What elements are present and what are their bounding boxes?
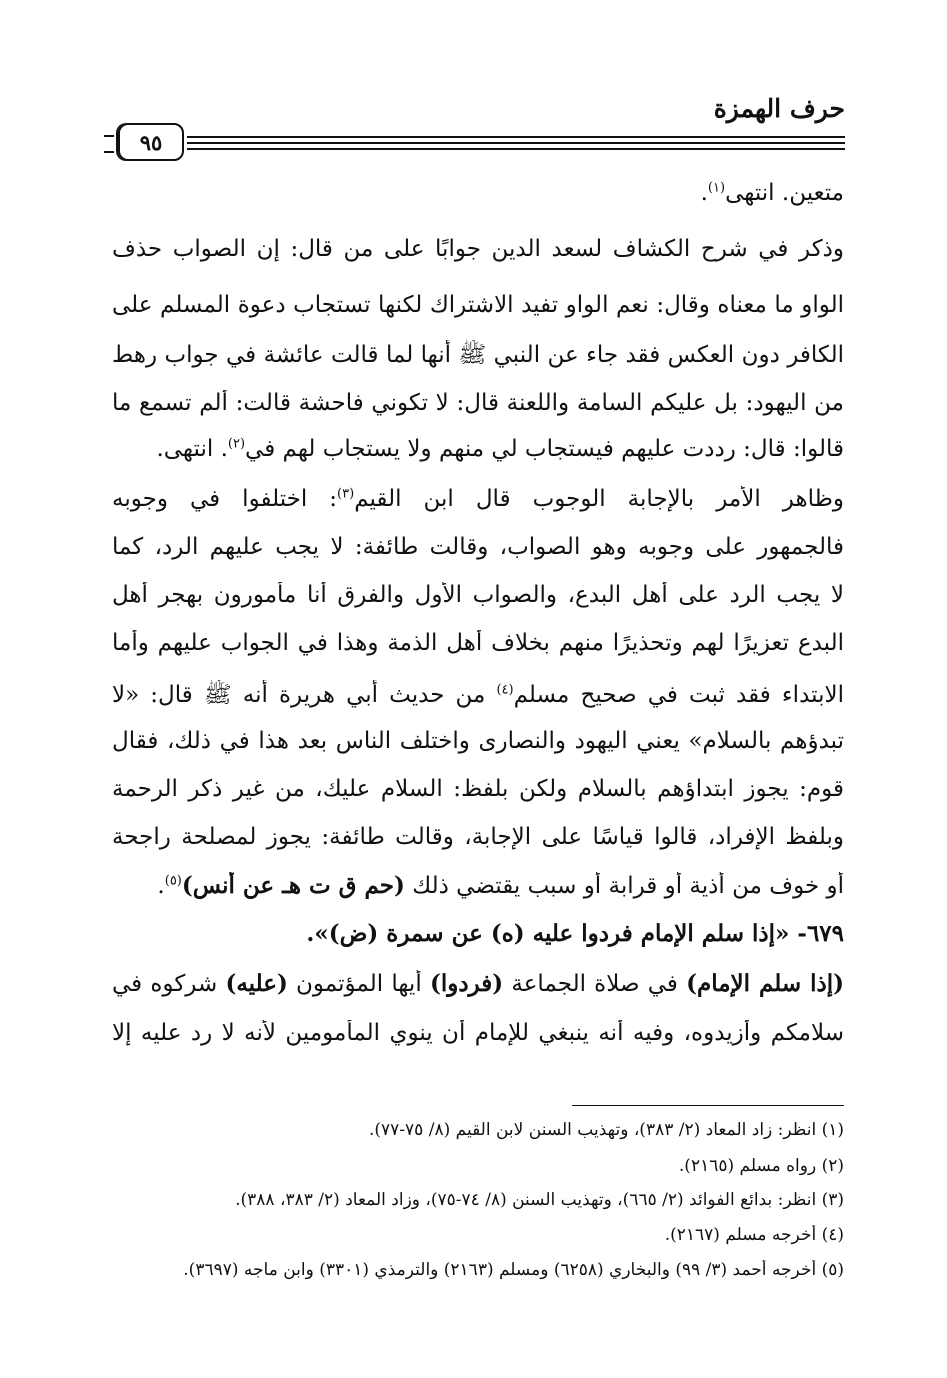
body-line-1: متعين. انتهى$^{(١)}$.	[700, 180, 844, 206]
footnote-3: (٣) انظر: بدائع الفوائد (٢/ ٦٦٥)، وتهذيب السنن (٨/ ٧٤-٧٥)، وزاد المعاد (٢/ ٣٨٣، ٣٨٨).	[235, 1190, 844, 1210]
rule-end-mark	[104, 135, 114, 153]
footnote-4: (٤) أخرجه مسلم (٢١٦٧).	[664, 1225, 844, 1245]
body-line-5: من اليهود: بل عليكم السامة واللعنة قال: لا تكوني فاحشة قالت: ألم تسمع ما	[112, 390, 844, 416]
body-line-8: فالجمهور على وجوبه وهو الصواب، وقالت طائفة: لا يجب عليهم الرد، كما	[112, 534, 844, 560]
page-number-box	[118, 123, 184, 161]
body-line-7: وظاهر الأمر بالإجابة الوجوب قال ابن القيم$^{(٣)}$: اختلفوا في وجوبه	[112, 486, 844, 512]
body-line-10: البدع تعزيرًا لهم وتحذيرًا منهم بخلاف أهل الذمة وهذا في الجواب عليهم وأما	[112, 630, 844, 656]
body-line-4: الكافر دون العكس فقد جاء عن النبي ﷺ أنها لما قالت عائشة في جواب رهط	[112, 342, 844, 368]
body-line-15: أو خوف من أذية أو قرابة أو سبب يقتضي ذلك (حم ق ت هـ عن أنس)$^{(٥)}$.	[157, 872, 844, 899]
body-line-11: الابتداء فقد ثبت في صحيح مسلم$^{(٤)}$ من حديث أبي هريرة أنه ﷺ قال: «لا	[112, 682, 844, 708]
chapter-title: حرف الهمزة	[713, 94, 845, 123]
body-line-2: وذكر في شرح الكشاف لسعد الدين جوابًا على من قال: إن الصواب حذف	[112, 236, 844, 262]
footnote-5: (٥) أخرجه أحمد (٣/ ٩٩) والبخاري (٦٢٥٨) ومسلم (٢١٦٣) والترمذي (٣٣٠١) وابن ماجه (٣٦٩٧).	[183, 1260, 844, 1280]
body-line-6: قالوا: قال: رددت عليهم فيستجاب لي منهم ولا يستجاب لهم في$^{(٢)}$. انتهى.	[156, 436, 844, 462]
body-line-9: لا يجب الرد على أهل البدع، والصواب الأول والفرق أنا مأمورون بهجر أهل	[112, 582, 844, 608]
body-line-18: سلامكم وأزيدوه، وفيه أنه ينبغي للإمام أن ينوي المأمومين لأنه لا رد عليه إلا	[112, 1020, 844, 1046]
body-line-13: قوم: يجوز ابتداؤهم بالسلام ولكن بلفظ: السلام عليك، من غير ذكر الرحمة	[112, 776, 844, 802]
footnote-2: (٢) رواه مسلم (٢١٦٥).	[678, 1156, 844, 1176]
body-line-12: تبدؤهم بالسلام» يعني اليهود والنصارى واختلف الناس بعد هذا في ذلك، فقال	[112, 728, 844, 754]
body-line-14: وبلفظ الإفراد، قالوا قياسًا على الإجابة، وقالت طائفة: يجوز لمصلحة راجحة	[112, 824, 844, 850]
body-line-17: (إذا سلم الإمام) في صلاة الجماعة (فردوا) أيها المؤتمون (عليه) شركوه في	[112, 970, 844, 997]
page-number: ٩٥	[139, 130, 163, 155]
hadith-heading: ٦٧٩- «إذا سلم الإمام فردوا عليه (ه) عن سمرة (ض)».	[306, 920, 844, 947]
footnote-separator	[572, 1105, 844, 1106]
header-rule	[92, 121, 845, 161]
body-line-3: الواو ما معناه وقال: نعم الواو تفيد الاشتراك لكنها تستجاب دعوة المسلم على	[112, 292, 844, 318]
footnote-1: (١) انظر: زاد المعاد (٢/ ٣٨٣)، وتهذيب السنن لابن القيم (٨/ ٧٥-٧٧).	[368, 1120, 844, 1140]
